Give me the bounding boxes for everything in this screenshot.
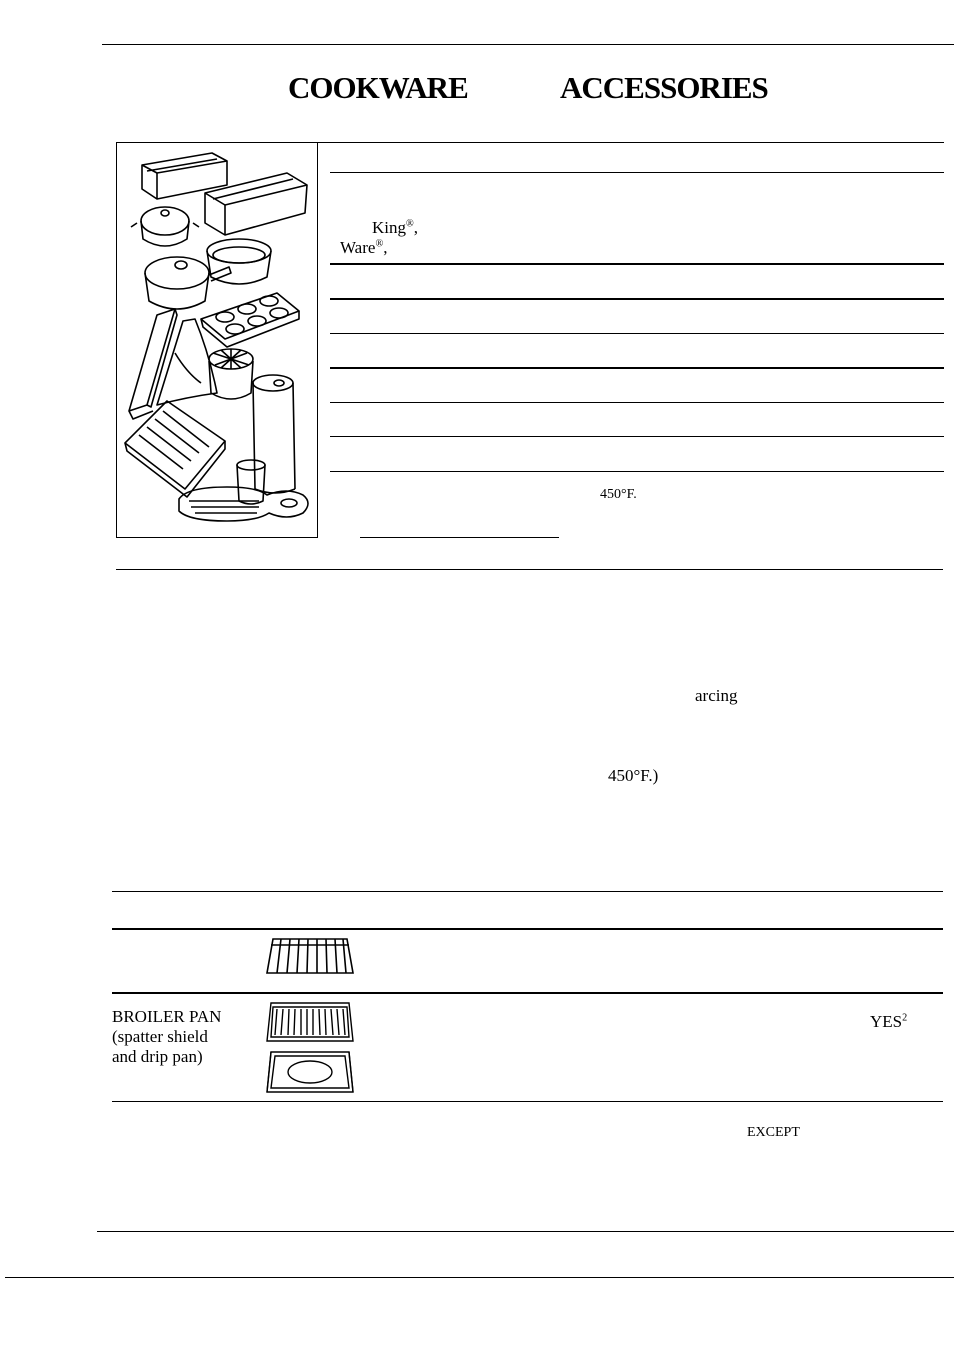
- brand-ware-suffix: ,: [383, 238, 388, 257]
- oven-rack-icon: [263, 935, 357, 977]
- brand-ware-name: Ware: [340, 238, 376, 257]
- cookware-rule-8: [330, 471, 944, 472]
- broiler-pan-yes: YES: [870, 1012, 903, 1031]
- body-temp-note: 450°F.): [608, 766, 659, 785]
- cookware-rule-4: [330, 333, 944, 334]
- brand-king: [372, 218, 418, 238]
- cookware-box-divider: [317, 142, 318, 538]
- broiler-pan-desc-1: (spatter shield: [112, 1027, 208, 1046]
- brand-king-name: King: [372, 218, 406, 237]
- cookware-rule-2: [330, 263, 944, 265]
- broiler-pan-desc-2: and drip pan): [112, 1047, 203, 1066]
- cookware-rule-6: [330, 402, 944, 403]
- top-rule: [102, 44, 954, 45]
- bottom-rule-2: [5, 1277, 954, 1278]
- brand-king-suffix: ,: [413, 218, 418, 237]
- page-title-cookware: COOKWARE: [288, 70, 468, 105]
- section-rule: [116, 569, 943, 570]
- brand-king-reg-mark: ®: [406, 218, 414, 230]
- broiler-pan-footnote: 2: [902, 1012, 908, 1024]
- broiler-pan-value: [870, 1012, 907, 1032]
- cookware-box-bottom-left: [116, 537, 318, 538]
- cookware-rule-7: [330, 436, 944, 437]
- except-word: EXCEPT: [747, 1125, 800, 1140]
- cookware-rule-1: [330, 172, 944, 173]
- spatter-shield-icon: [263, 999, 357, 1045]
- cookware-rule-5: [330, 367, 944, 369]
- accessories-table-top: [112, 891, 943, 892]
- cookware-rule-3: [330, 298, 944, 300]
- page-title-accessories: ACCESSORIES: [560, 70, 768, 105]
- drip-pan-icon: [263, 1048, 357, 1096]
- body-arcing-word: arcing: [695, 686, 738, 705]
- brand-ware-reg-mark: ®: [375, 238, 384, 250]
- bottom-rule-1: [97, 1231, 954, 1232]
- cookware-temp-note: 450°F.: [600, 487, 637, 502]
- accessories-header-rule: [112, 928, 943, 930]
- accessories-row-rule-1: [112, 992, 943, 994]
- brand-ware: [340, 238, 387, 258]
- cookware-illustration: [117, 143, 317, 535]
- broiler-pan-label: BROILER PAN: [112, 1007, 222, 1026]
- cookware-underline: [360, 537, 559, 538]
- accessories-table-bottom: [112, 1101, 943, 1102]
